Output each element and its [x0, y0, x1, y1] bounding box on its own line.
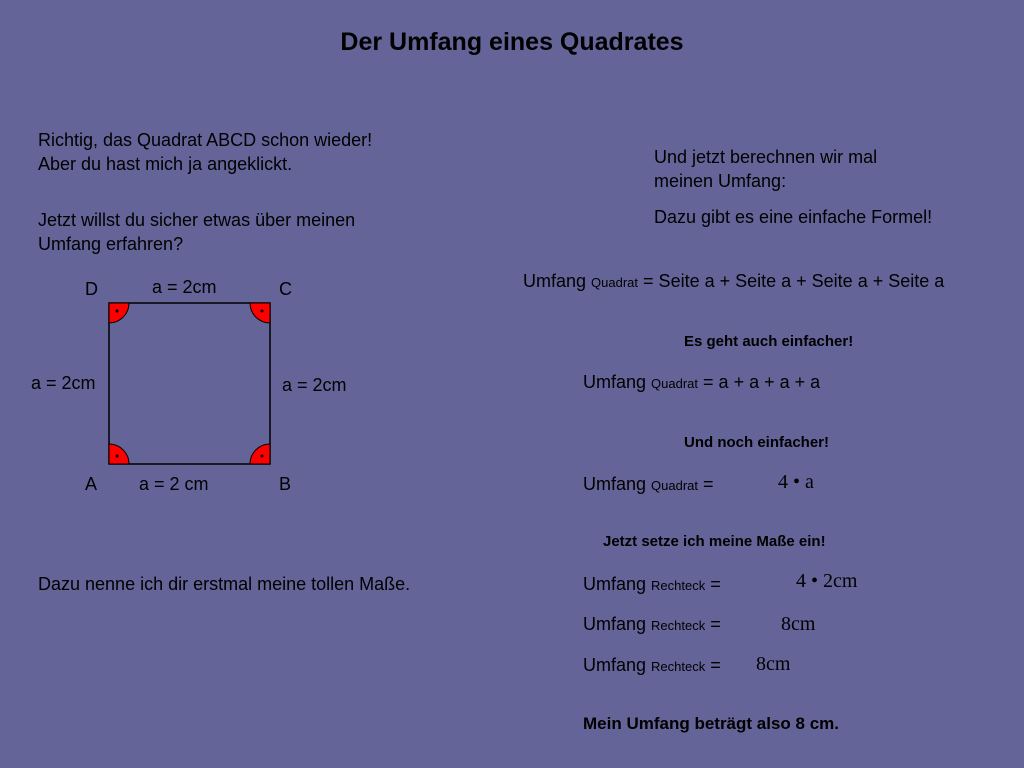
heading-insert: Jetzt setze ich meine Maße ein! [603, 533, 826, 550]
heading-simpler: Es geht auch einfacher! [684, 333, 854, 350]
calc-3-rest: = [710, 655, 721, 675]
formula-1-prefix: Umfang [523, 271, 587, 291]
calc-intro-line-2: meinen Umfang: [654, 171, 787, 191]
heading-simplest: Und noch einfacher! [684, 434, 830, 451]
angle-marker-a [109, 444, 129, 464]
intro-line-1: Richtig, das Quadrat ABCD schon wieder! [38, 130, 373, 150]
calc-1-rest: = [710, 574, 721, 594]
side-label-left: a = 2cm [31, 373, 96, 393]
question-line-2: Umfang erfahren? [38, 234, 184, 254]
square-outline [109, 303, 270, 464]
calc-2-prefix: Umfang [583, 614, 647, 634]
conclusion: Mein Umfang beträgt also 8 cm. [583, 714, 839, 733]
formula-3-rest: = [703, 474, 714, 494]
formula-1-rest: = Seite a + Seite a + Seite a + Seite a [643, 271, 945, 291]
formula-1 [523, 269, 944, 295]
calc-intro-line-1: Und jetzt berechnen wir mal [654, 147, 878, 167]
formula-2-prefix: Umfang [583, 372, 647, 392]
formula-3-prefix: Umfang [583, 474, 647, 494]
vertex-label-c: C [279, 279, 292, 299]
calc-3 [583, 653, 721, 679]
formula-2-rest: = a + a + a + a [703, 372, 821, 392]
calc-3-value: 8cm [756, 653, 791, 675]
calc-1-value: 4 • 2cm [796, 570, 858, 592]
angle-marker-b [250, 444, 270, 464]
calc-1-prefix: Umfang [583, 574, 647, 594]
formula-3-subscript: Quadrat [651, 478, 699, 493]
side-label-bottom: a = 2 cm [139, 474, 209, 494]
footer-text: Dazu nenne ich dir erstmal meine tollen Maße. [38, 574, 411, 594]
calc-2-rest: = [710, 614, 721, 634]
formula-3-value: 4 • a [778, 471, 814, 493]
formula-1-subscript: Quadrat [591, 275, 639, 290]
side-label-top: a = 2cm [152, 277, 217, 297]
formula-2 [583, 370, 820, 396]
calc-intro [654, 145, 877, 193]
question-line-1: Jetzt willst du sicher etwas über meinen [38, 210, 356, 230]
formula-2-subscript: Quadrat [651, 376, 699, 391]
side-label-right: a = 2cm [282, 375, 347, 395]
calc-1-subscript: Rechteck [651, 578, 706, 593]
angle-marker-c [250, 303, 270, 323]
formula-3 [583, 472, 714, 498]
formula-intro: Dazu gibt es eine einfache Formel! [654, 207, 933, 227]
calc-2 [583, 612, 721, 638]
calc-3-prefix: Umfang [583, 655, 647, 675]
vertex-label-a: A [85, 474, 98, 494]
vertex-label-d: D [85, 279, 98, 299]
calc-2-subscript: Rechteck [651, 618, 706, 633]
calc-2-value: 8cm [781, 613, 816, 635]
vertex-label-b: B [279, 474, 292, 494]
angle-marker-d [109, 303, 129, 323]
calc-3-subscript: Rechteck [651, 659, 706, 674]
intro-line-2: Aber du hast mich ja angeklickt. [38, 154, 293, 174]
page-title: Der Umfang eines Quadrates [340, 28, 684, 56]
calc-1 [583, 572, 721, 598]
